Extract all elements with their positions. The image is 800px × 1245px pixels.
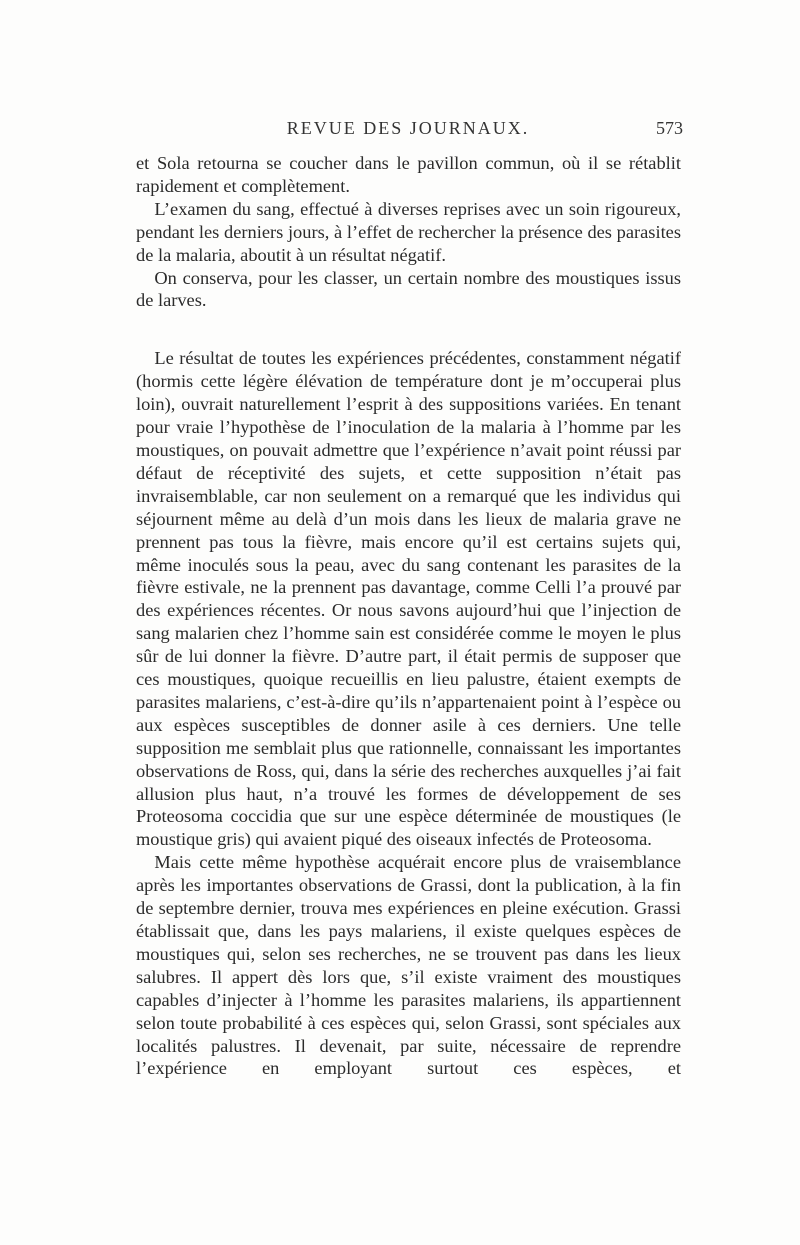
body-text bbox=[136, 152, 681, 1080]
page-number: 573 bbox=[656, 118, 683, 138]
paragraph-4: Le résultat de toutes les expériences précédentes, constamment négatif (hormis cette légère élévation de température dont je m’occuperai plus loin), ouvrait naturellement l’esprit à des suppositions variées. En tenant pour vraie l’hypothèse de l’inoculation de la malaria à l’homme par les moustiques, on pouvait admettre que l’expérience n’avait point réussi par défaut de réceptivité des sujets, et cette supposition n’était pas invraisemblable, car non seulement on a remarqué que les individus qui séjournent même au delà d’un mois dans les lieux de malaria grave ne prennent pas tous la fièvre, mais encore qu’il est certains sujets qui, même inoculés sous la peau, avec du sang contenant les parasites de la fièvre estivale, ne la prennent pas davantage, comme Celli l’a prouvé par des expériences récentes. Or nous savons aujourd’hui que l’injection de sang malarien chez l’homme sain est considérée comme le moyen le plus sûr de lui donner la fièvre. D’autre part, il était permis de supposer que ces moustiques, quoique recueillis en lieu palustre, étaient exempts de parasites malariens, c’est-à-dire qu’ils n’appartenaient point à l’espèce ou aux espèces susceptibles de donner asile à ces derniers. Une telle supposition me semblait plus que rationnelle, connaissant les importantes observations de Ross, qui, dans la série des recherches auxquelles j’ai fait allusion plus haut, n’a trouvé les formes de développement de ses Proteosoma coccidia que sur une espèce déterminée de moustiques (le moustique gris) qui avaient piqué des oiseaux infectés de Proteosoma. bbox=[136, 348, 681, 850]
paragraph-3: On conserva, pour les classer, un certain nombre des moustiques issus de larves. bbox=[136, 267, 681, 311]
paragraph-2: L’examen du sang, effectué à diverses reprises avec un soin rigoureux, pendant les derniers jours, à l’effet de rechercher la présence des parasites de la malaria, aboutit à un résultat négatif. bbox=[136, 198, 681, 265]
paragraph-1: et Sola retourna se coucher dans le pavillon commun, où il se rétablit rapidement et complètement. bbox=[136, 153, 681, 196]
running-head bbox=[133, 118, 683, 146]
paragraph-5: Mais cette même hypothèse acquérait encore plus de vraisemblance après les importantes observations de Grassi, dont la publication, à la fin de septembre dernier, trouva mes expériences en pleine exécution. Grassi établissait que, dans les pays malariens, il existe quelques espèces de moustiques qui, selon ses recherches, ne se trouvent pas dans les lieux salubres. Il appert dès lors que, s’il existe vraiment des moustiques capables d’injecter à l’homme les parasites malariens, ils appartiennent selon toute probabilité à ces espèces qui, selon Grassi, sont spéciales aux localités palustres. Il devenait, par suite, nécessaire de reprendre l’expérience en employant surtout ces espèces, et bbox=[136, 852, 681, 1079]
running-title: REVUE DES JOURNAUX. bbox=[286, 118, 530, 138]
